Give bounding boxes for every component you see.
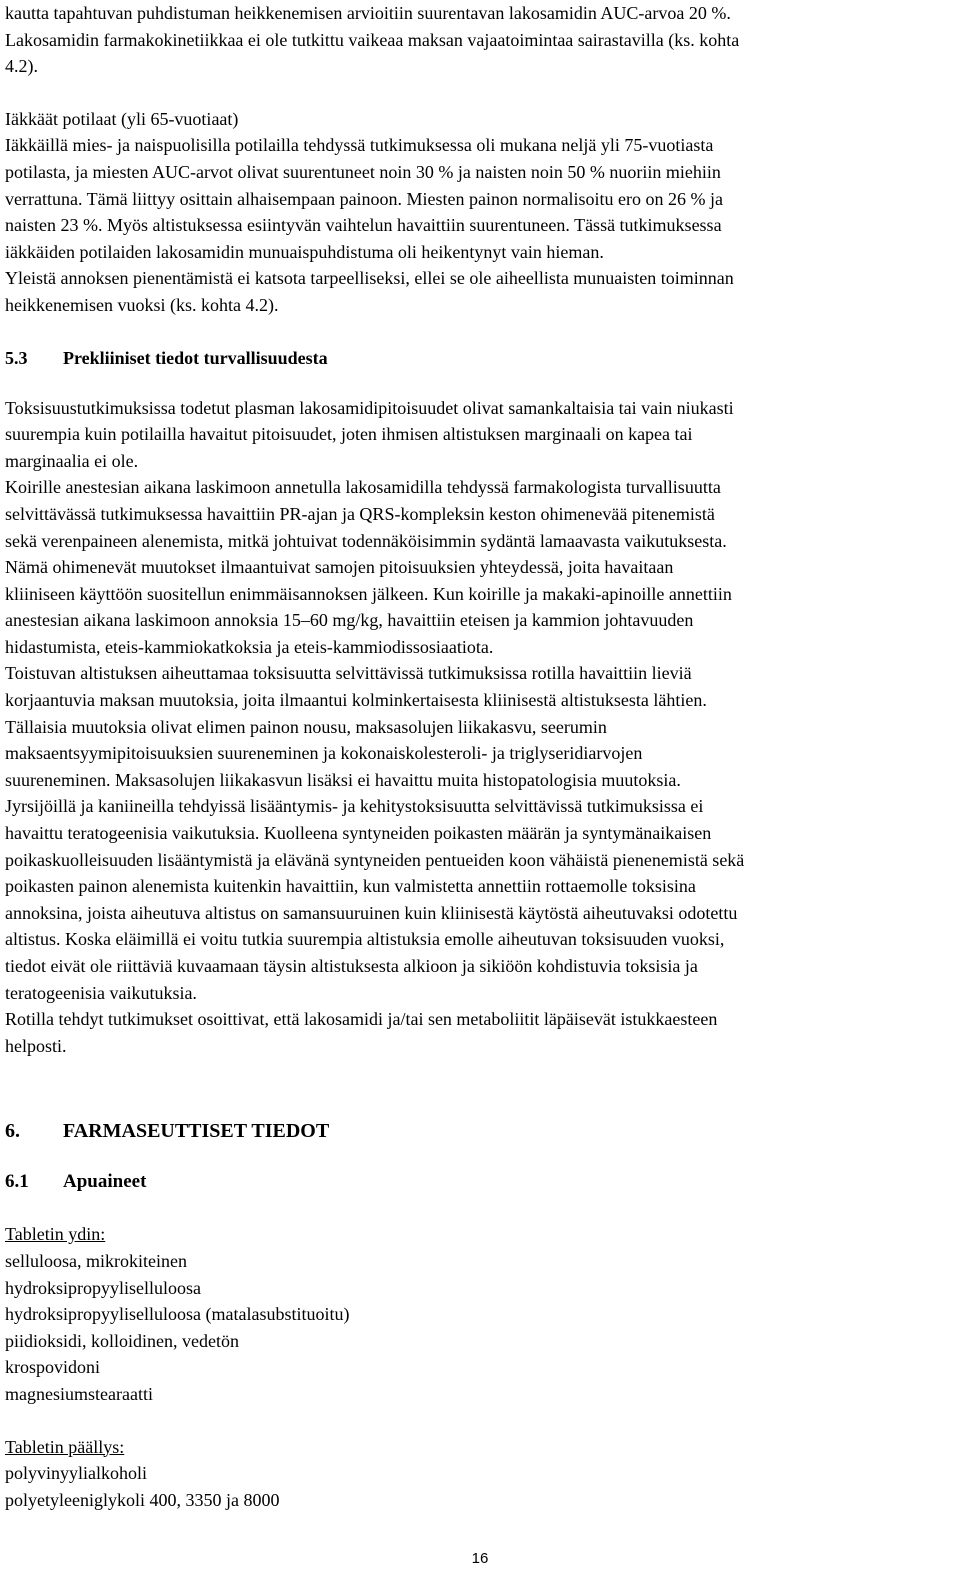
text-line: verrattuna. Tämä liittyy osittain alhaisempaan painoon. Miesten painon normalisoitu ero on 26 % ja: [5, 188, 723, 209]
list-item: selluloosa, mikrokiteinen: [5, 1250, 187, 1271]
text-line: Nämä ohimenevät muutokset ilmaantuivat samojen pitoisuuksien yhteydessä, joita havaitaan: [5, 557, 674, 578]
text-line: annoksina, joista aiheutuva altistus on samansuuruinen kuin kliinisestä käytöstä aiheutuvaksi odotettu: [5, 902, 738, 923]
text-line: suureneminen. Maksasolujen liikakasvun lisäksi ei havaittu muita histopatologisia muutoksia.: [5, 769, 681, 790]
coating-list: [5, 1460, 953, 1513]
section-heading-5-3: [5, 345, 953, 371]
text-line: kliiniseen käyttöön suositellun enimmäisannoksen jälkeen. Kun koirille ja makaki-apinoille annettiin: [5, 583, 732, 604]
text-line: Iäkkäillä mies- ja naispuolisilla potilailla tehdyssä tutkimuksessa oli mukana neljä yli 75-vuotiasta: [5, 135, 714, 156]
section-number: 6.1: [5, 1171, 29, 1193]
text-line: naisten 23 %. Myös altistuksessa esiintyvän vaihtelun havaittiin suurentuneen. Tässä tutkimuksessa: [5, 215, 722, 236]
list-item: hydroksipropyyliselluloosa: [5, 1277, 201, 1298]
text-line: havaittu teratogeenisia vaikutuksia. Kuolleena syntyneiden poikasten määrän ja syntymänaikaisen: [5, 823, 712, 844]
list-item: magnesiumstearaatti: [5, 1383, 153, 1404]
text-line: potilasta, ja miesten AUC-arvot olivat suurentuneet noin 30 % ja naisten noin 50 % nuoriin miehiin: [5, 161, 721, 182]
text-line: Koirille anestesian aikana laskimoon annetulla lakosamidilla tehdyssä farmakologista turvallisuutta: [5, 477, 721, 498]
section-heading-6: [5, 1117, 953, 1145]
text-line: Yleistä annoksen pienentämistä ei katsota tarpeelliseksi, ellei se ole aiheellista munuaisten toiminnan: [5, 268, 734, 289]
text-line: anestesian aikana laskimoon annoksia 15–60 mg/kg, havaittiin eteisen ja kammion johtavuuden: [5, 610, 694, 631]
section-title: Prekliiniset tiedot turvallisuudesta: [63, 347, 328, 368]
coating-heading: Tabletin päällys:: [5, 1436, 125, 1457]
excipients-coating: [5, 1434, 953, 1514]
text-line: hidastumista, eteis-kammiokatkoksia ja eteis-kammiodissosiaatiota.: [5, 636, 494, 657]
text-line: Jyrsijöillä ja kaniineilla tehdyissä lisääntymis- ja kehitystoksisuutta selvittävissä tutkimuksissa ei: [5, 796, 704, 817]
text-line: suurempia kuin potilailla havaitut pitoisuudet, joten ihmisen altistuksen marginaali on kapea tai: [5, 424, 693, 445]
text-line: helposti.: [5, 1035, 67, 1056]
text-line: Rotilla tehdyt tutkimukset osoittivat, että lakosamidi ja/tai sen metaboliitit läpäisevät istukkaesteen: [5, 1009, 718, 1030]
section-number: 5.3: [5, 347, 28, 368]
list-item: polyetyleeniglykoli 400, 3350 ja 8000: [5, 1489, 280, 1510]
text-line: maksaentsyymipitoisuuksien suureneminen ja kokonaiskolesteroli- ja triglyseridiarvojen: [5, 743, 643, 764]
text-line: Lakosamidin farmakokinetiikkaa ei ole tutkittu vaikeaa maksan vajaatoimintaa sairastavilla (ks. kohta: [5, 29, 740, 50]
section-title: FARMASEUTTISET TIEDOT: [63, 1120, 330, 1143]
text-line: selvittävässä tutkimuksessa havaittiin PR-ajan ja QRS-kompleksin keston ohimenevää pitenemistä: [5, 503, 715, 524]
list-item: piidioksidi, kolloidinen, vedetön: [5, 1330, 239, 1351]
list-item: polyvinyylialkoholi: [5, 1463, 147, 1484]
text-line: Toksisuustutkimuksissa todetut plasman lakosamidipitoisuudet olivat samankaltaisia tai vain niukasti: [5, 397, 734, 418]
core-heading: Tabletin ydin:: [5, 1224, 106, 1245]
page-number: 16: [471, 1550, 489, 1567]
text-line: poikasten painon alenemista kuitenkin havaittiin, kun valmistetta annettiin rottaemolle toksisina: [5, 876, 696, 897]
text-line: teratogeenisia vaikutuksia.: [5, 982, 197, 1003]
text-line: iäkkäiden potilaiden lakosamidin munuaispuhdistuma oli heikentynyt vain hieman.: [5, 241, 604, 262]
text-line: altistus. Koska eläimillä ei voitu tutkia suurempia altistuksia emolle aiheutuvan toksisuuden vuoksi,: [5, 929, 725, 950]
text-line: marginaalia ei ole.: [5, 450, 139, 471]
text-line: Tällaisia muutoksia olivat elimen painon nousu, maksasolujen liikakasvu, seerumin: [5, 716, 607, 737]
core-list: [5, 1248, 953, 1408]
section-title: Apuaineet: [63, 1171, 147, 1193]
text-line: poikaskuolleisuuden lisääntymistä ja elävänä syntyneiden pentueiden koon vähäistä pienenemistä sekä: [5, 849, 745, 870]
text-line: sekä verenpaineen alenemista, mitkä johtuivat todennäköisimmin sydäntä lamaavasta vaikutuksesta.: [5, 530, 727, 551]
text-line: kautta tapahtuvan puhdistuman heikkenemisen arvioitiin suurentavan lakosamidin AUC-arvoa 20 %.: [5, 3, 731, 23]
section-number: 6.: [5, 1120, 20, 1143]
list-item: hydroksipropyyliselluloosa (matalasubstituoitu): [5, 1304, 350, 1325]
preclinical-section: [5, 395, 953, 1060]
excipients-core: [5, 1221, 953, 1407]
section-heading-6-1: [5, 1169, 953, 1195]
text-line: tiedot eivät ole riittäviä kuvaamaan täysin altistuksesta alkioon ja sikiöön kohdistuvia toksisia ja: [5, 956, 698, 976]
text-line: heikkenemisen vuoksi (ks. kohta 4.2).: [5, 294, 279, 315]
intro-paragraph: [5, 0, 953, 80]
elderly-heading: Iäkkäät potilaat (yli 65-vuotiaat): [5, 108, 239, 129]
elderly-section: [5, 106, 953, 319]
text-line: Toistuvan altistuksen aiheuttamaa toksisuutta selvittävissä tutkimuksissa rotilla havaittiin lieviä: [5, 663, 692, 684]
document-page: [5, 0, 953, 1513]
list-item: krospovidoni: [5, 1357, 101, 1378]
text-line: 4.2).: [5, 56, 38, 77]
text-line: korjaantuvia maksan muutoksia, joita ilmaantui kolminkertaisesta kliinisestä altistuksesta lähtien.: [5, 690, 707, 711]
